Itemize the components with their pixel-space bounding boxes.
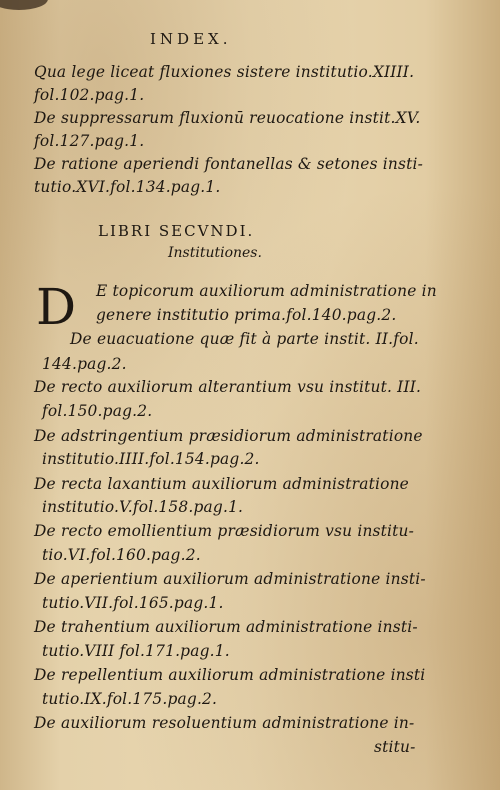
index-line: tio.VI.fol.160.pag.2. bbox=[42, 546, 201, 564]
index-line: fol.150.pag.2. bbox=[42, 402, 153, 420]
index-line: tutio.XVI.fol.134.pag.1. bbox=[34, 178, 221, 196]
index-line: De recto emollientium præsidiorum vsu institu- bbox=[34, 522, 415, 540]
section-subtitle: Institutiones. bbox=[168, 245, 262, 261]
index-line: De euacuatione quæ fit à parte instit. II.fol. bbox=[70, 330, 419, 348]
index-line: De trahentium auxiliorum administratione insti- bbox=[34, 618, 418, 636]
index-line: De recto auxiliorum alterantium vsu institut. III. bbox=[34, 378, 422, 396]
index-line: De suppressarum fluxionū reuocatione instit.XV. bbox=[34, 109, 421, 127]
index-line: genere institutio prima.fol.140.pag.2. bbox=[96, 306, 397, 324]
index-line: tutio.VII.fol.165.pag.1. bbox=[42, 594, 224, 612]
index-line: fol.102.pag.1. bbox=[34, 86, 145, 104]
index-line: institutio.V.fol.158.pag.1. bbox=[42, 498, 244, 516]
index-line: De repellentium auxiliorum administratione insti bbox=[34, 666, 426, 684]
index-line: tutio.VIII fol.171.pag.1. bbox=[42, 642, 230, 660]
index-line: tutio.IX.fol.175.pag.2. bbox=[42, 690, 218, 708]
running-head: INDEX. bbox=[150, 30, 232, 48]
drop-cap: D bbox=[36, 278, 77, 336]
page-corner-stain bbox=[0, 0, 48, 10]
index-line: De aperientium auxiliorum administratione insti- bbox=[34, 570, 426, 588]
section-title: LIBRI SECVNDI. bbox=[98, 222, 255, 240]
index-line: institutio.IIII.fol.154.pag.2. bbox=[42, 450, 260, 468]
index-line: De auxiliorum resoluentium administratione in- bbox=[34, 714, 415, 732]
index-line: fol.127.pag.1. bbox=[34, 132, 145, 150]
index-line: De ratione aperiendi fontanellas & setones insti- bbox=[34, 155, 424, 173]
index-line: E topicorum auxiliorum administratione in bbox=[96, 282, 437, 300]
catchword: stitu- bbox=[374, 738, 416, 756]
index-line: De recta laxantium auxiliorum administratione bbox=[34, 475, 409, 493]
index-line: De adstringentium præsidiorum administratione bbox=[34, 427, 423, 445]
index-line: 144.pag.2. bbox=[42, 355, 127, 373]
index-line: Qua lege liceat fluxiones sistere institutio.XIIII. bbox=[34, 63, 415, 81]
